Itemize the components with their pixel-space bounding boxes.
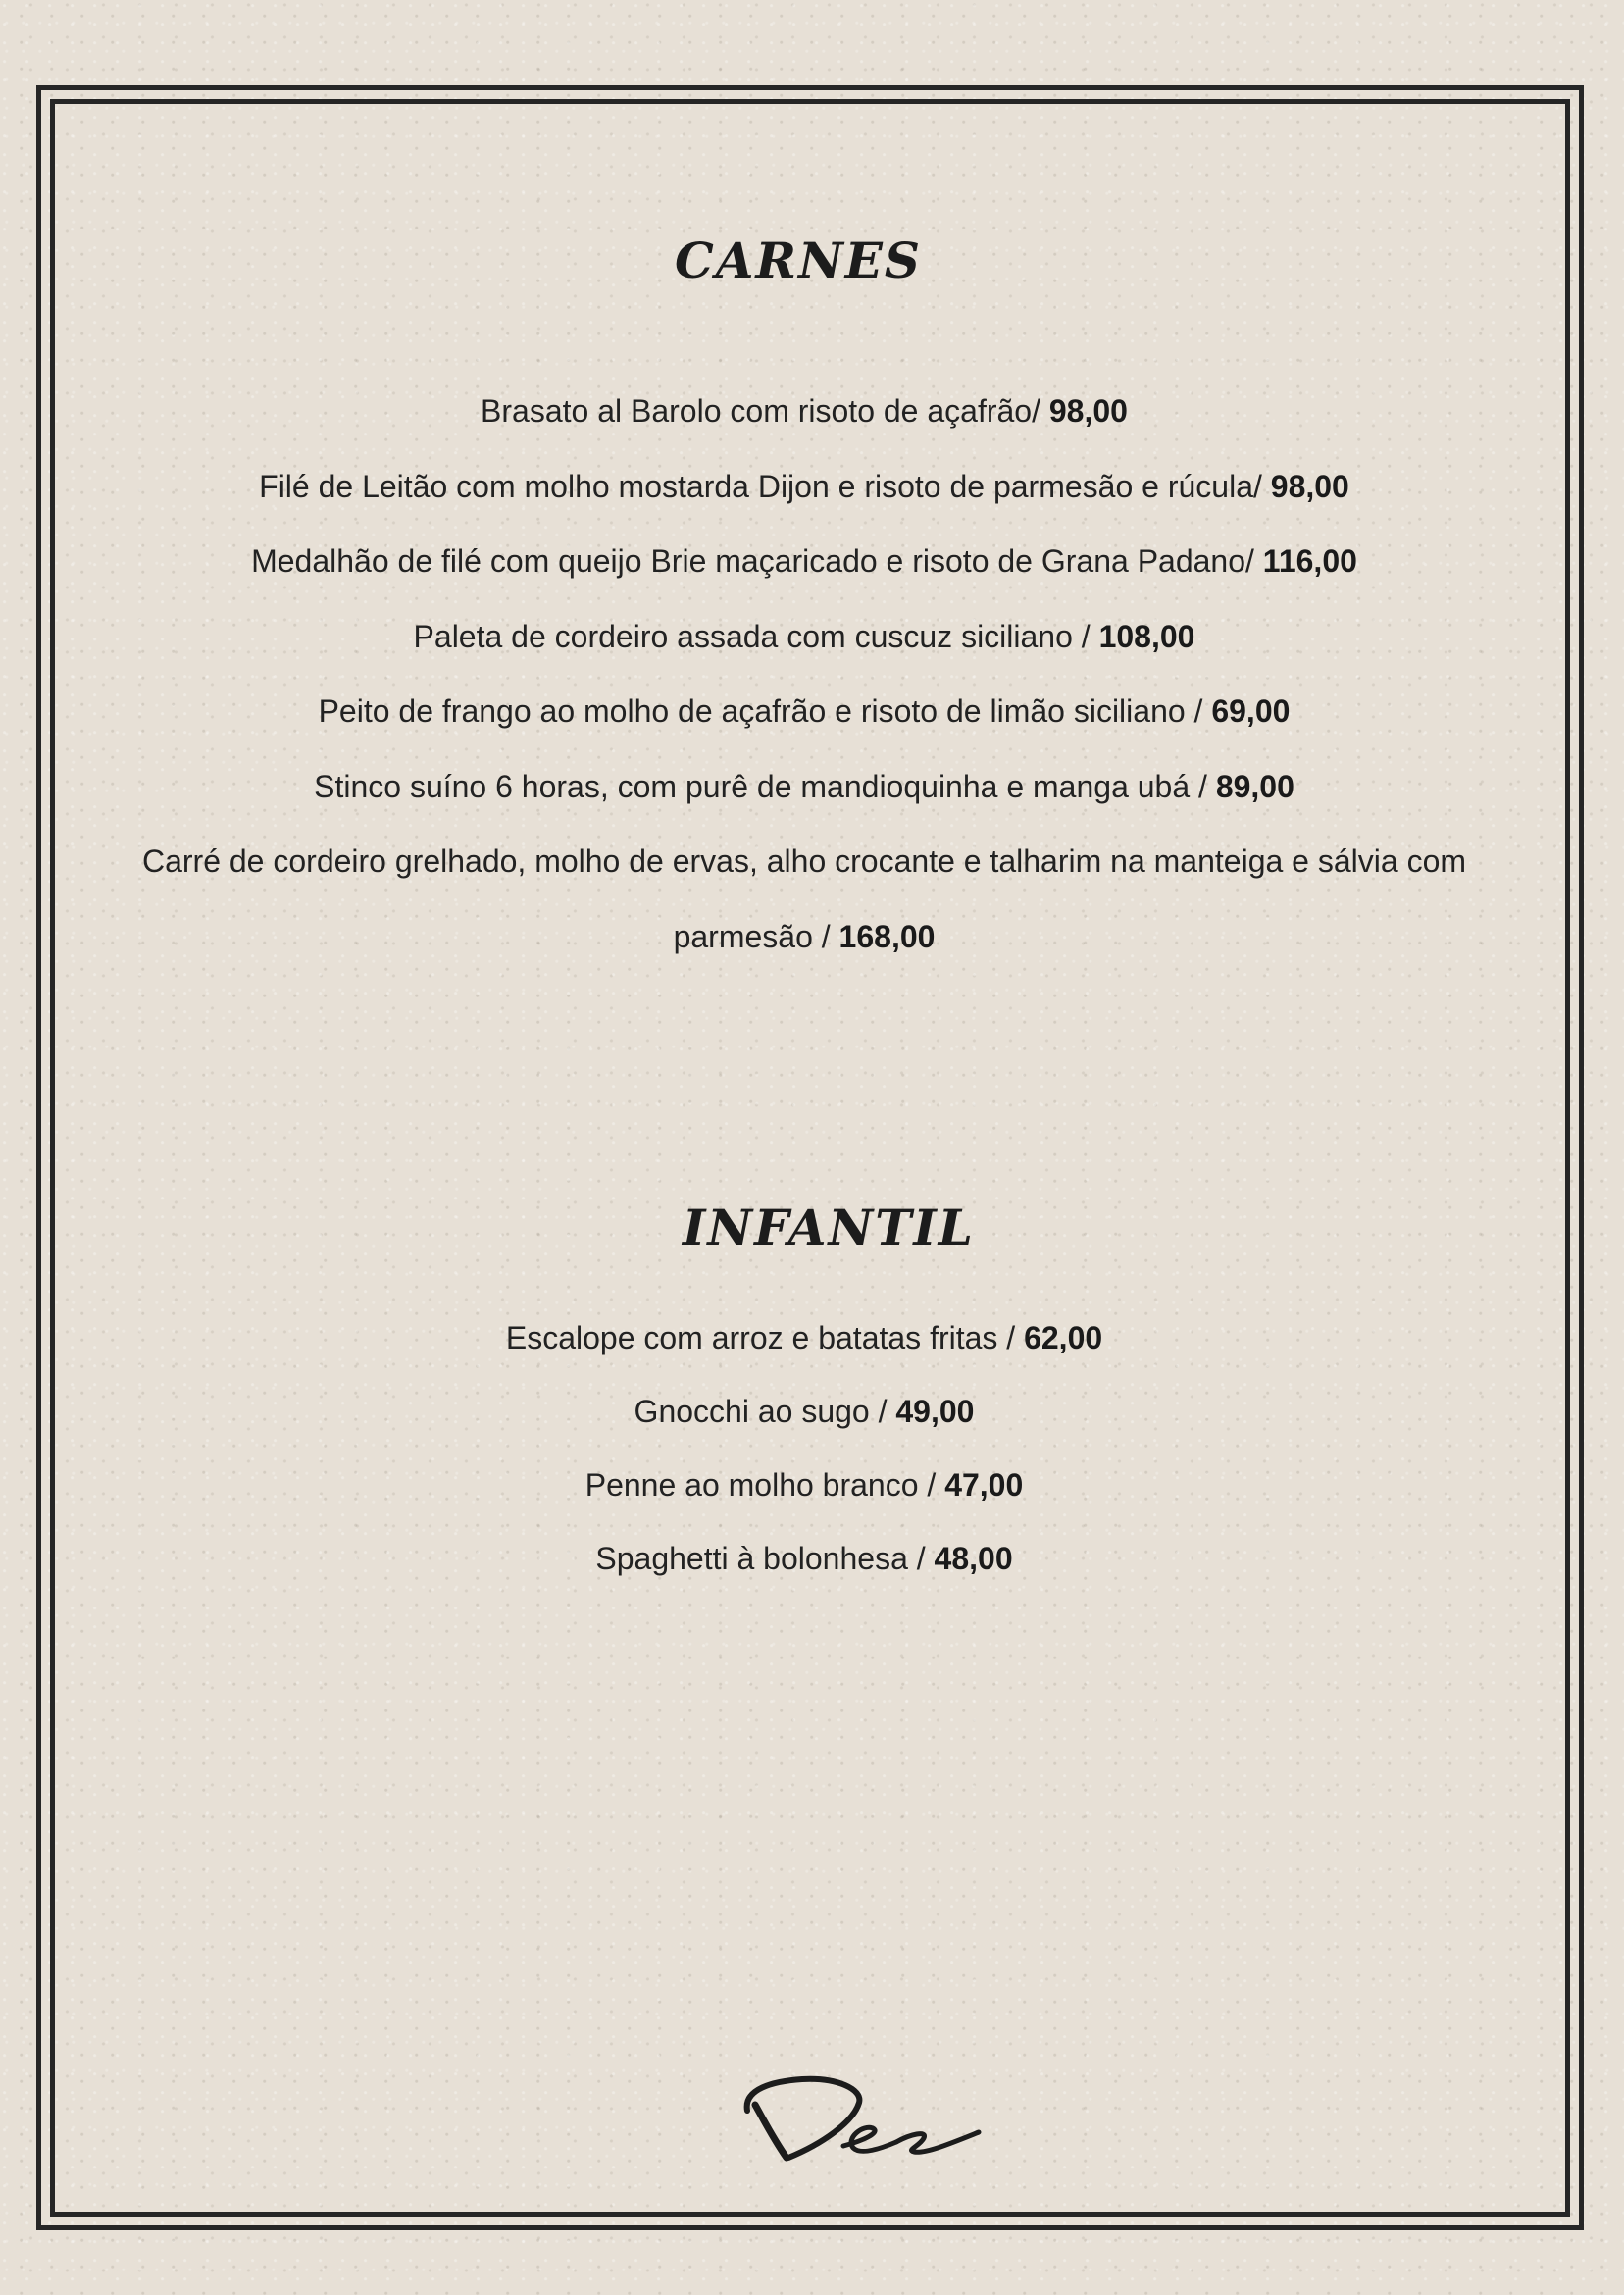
- dish-name: Paleta de cordeiro assada com cuscuz siciliano /: [413, 618, 1099, 654]
- dish-price: 168,00: [838, 918, 936, 954]
- dish-price: 62,00: [1024, 1320, 1103, 1355]
- section-title-carnes: CARNES: [674, 231, 923, 289]
- dish-price: 49,00: [895, 1394, 975, 1429]
- dish-name: Spaghetti à bolonhesa /: [595, 1541, 935, 1576]
- dish-name: Escalope com arroz e batatas fritas /: [505, 1320, 1025, 1355]
- menu-list-infantil: [98, 1301, 1510, 1596]
- menu-item: [98, 599, 1510, 675]
- dish-price: 116,00: [1262, 543, 1357, 579]
- dish-name: Peito de frango ao molho de açafrão e risoto de limão siciliano /: [318, 693, 1212, 729]
- dish-price: 98,00: [1270, 468, 1349, 504]
- signature-logo-icon: [734, 2060, 989, 2168]
- dish-name: Gnocchi ao sugo /: [634, 1394, 896, 1429]
- menu-item: [98, 524, 1510, 599]
- menu-item: [98, 674, 1510, 749]
- menu-item: [98, 1522, 1510, 1596]
- dish-price: 98,00: [1048, 393, 1128, 429]
- dish-price: 69,00: [1211, 693, 1291, 729]
- dish-price: 48,00: [934, 1541, 1013, 1576]
- dish-name: Penne ao molho branco /: [584, 1467, 945, 1503]
- menu-item: [98, 374, 1510, 449]
- dish-name: Carré de cordeiro grelhado, molho de ervas, alho crocante e talharim na manteiga e sálvia com parmesão /: [141, 843, 1467, 954]
- dish-name: Stinco suíno 6 horas, com purê de mandioquinha e manga ubá /: [314, 768, 1216, 804]
- dish-name: Filé de Leitão com molho mostarda Dijon e risoto de parmesão e rúcula/: [259, 468, 1271, 504]
- dish-price: 89,00: [1215, 768, 1294, 804]
- dish-name: Medalhão de filé com queijo Brie maçaricado e risoto de Grana Padano/: [251, 543, 1263, 579]
- dish-name: Brasato al Barolo com risoto de açafrão/: [481, 393, 1049, 429]
- menu-item: [98, 1375, 1510, 1449]
- menu-list-carnes: [98, 374, 1510, 974]
- menu-item: [98, 824, 1510, 974]
- section-title-infantil: INFANTIL: [683, 1198, 975, 1256]
- menu-item: [98, 1301, 1510, 1375]
- menu-item: [98, 449, 1510, 525]
- menu-item: [98, 749, 1510, 825]
- menu-item: [98, 1449, 1510, 1522]
- dish-price: 108,00: [1098, 618, 1195, 654]
- dish-price: 47,00: [944, 1467, 1024, 1503]
